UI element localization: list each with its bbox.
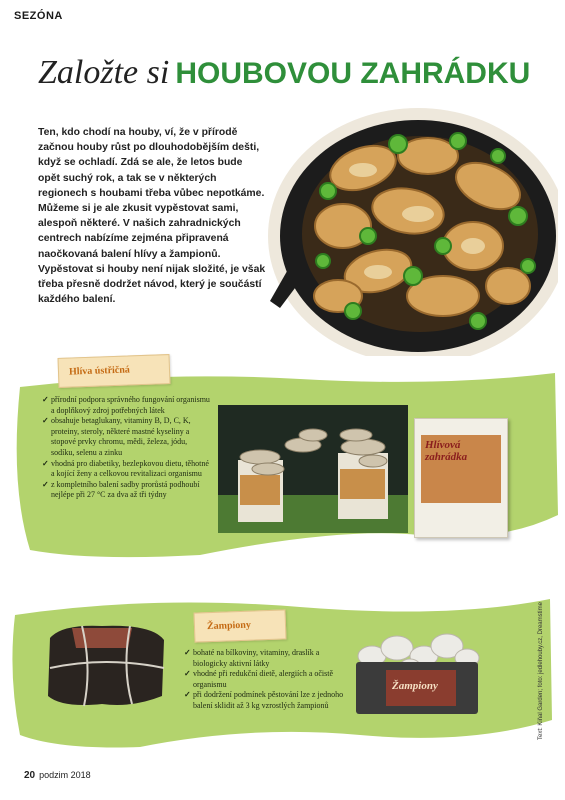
list-item: ✓ vhodné při redukční dietě, alergiích a očistě organismu	[184, 669, 346, 690]
package-title: Hlívová zahrádka	[425, 439, 468, 463]
zampiony-tag	[194, 609, 287, 642]
list-item: ✓ obsahuje betaglukany, vitaminy B, D, C, K, proteiny, steroly, některé mastné kyseliny a stopové prvky chromu, mědi, železa, jódu, sodíku, selenu a zinku	[42, 416, 212, 458]
intro-paragraph: Ten, kdo chodí na houby, ví, že v přírodě začnou houby růst po dlouhodobějším dešti, když se ochladí. Zdá se ale, že letos bude opět suchý rok, a tak se v některých regionech s houbami třeba vůbec nepotkáme. Můžeme si je ale zkusit vypěstovat sami, alespoň některé. V našich zahradnických centrech nabízíme zejména připravená naočkovaná balení hlívy a žampionů. Vypěstovat si houby není nijak složité, je však třeba přesně dodržet návod, který je součástí každého balení.	[38, 127, 266, 306]
title-italic: Založte si	[38, 54, 170, 91]
list-item: ✓ vhodná pro diabetiky, bezlepkovou dietu, těhotné a kojící ženy a celkovou revitalizaci organismu	[42, 459, 212, 480]
package-label-area	[421, 435, 501, 503]
zampiony-label: Žampiony	[206, 619, 252, 633]
photo-credit: Text: Kiňal Garden; foto: jedlehouby.cz, Dreamstime	[538, 602, 544, 740]
box-body	[356, 662, 478, 714]
list-item: ✓ z kompletního balení sadby prorůstá podhoubí nejlépe při 27 °C za dva až tři týdny	[42, 480, 212, 501]
list-item: ✓ při dodržení podmínek pěstování lze z jednoho balení sklidit až 3 kg vzrostlých žampionů	[184, 690, 346, 711]
hliva-package-image	[414, 418, 508, 538]
box-title: Žampiony	[392, 680, 438, 692]
title-bold: HOUBOVOU ZAHRÁDKU	[175, 57, 531, 90]
mushroom-skillet-photo	[268, 96, 558, 356]
section-label: SEZÓNA	[14, 10, 63, 22]
hliva-label: Hlíva ústřičná	[68, 364, 131, 378]
hliva-bullet-list	[42, 395, 212, 501]
page-number: 20	[24, 770, 36, 781]
zampiony-bullet-list	[184, 648, 346, 712]
hliva-tag	[58, 354, 171, 388]
zampion-substrate-bag-photo	[42, 618, 170, 710]
list-item: ✓ bohaté na bílkoviny, vitaminy, draslík a biologicky aktivní látky	[184, 648, 346, 669]
zampion-box-image	[352, 626, 482, 716]
box-label	[386, 670, 456, 706]
oyster-mushroom-photo	[218, 405, 408, 533]
list-item: ✓ přírodní podpora správného fungování organismu a doplňkový zdroj potřebných látek	[42, 395, 212, 416]
page-title	[38, 56, 530, 90]
page-footer	[24, 770, 91, 781]
issue-label: podzim 2018	[39, 770, 91, 780]
